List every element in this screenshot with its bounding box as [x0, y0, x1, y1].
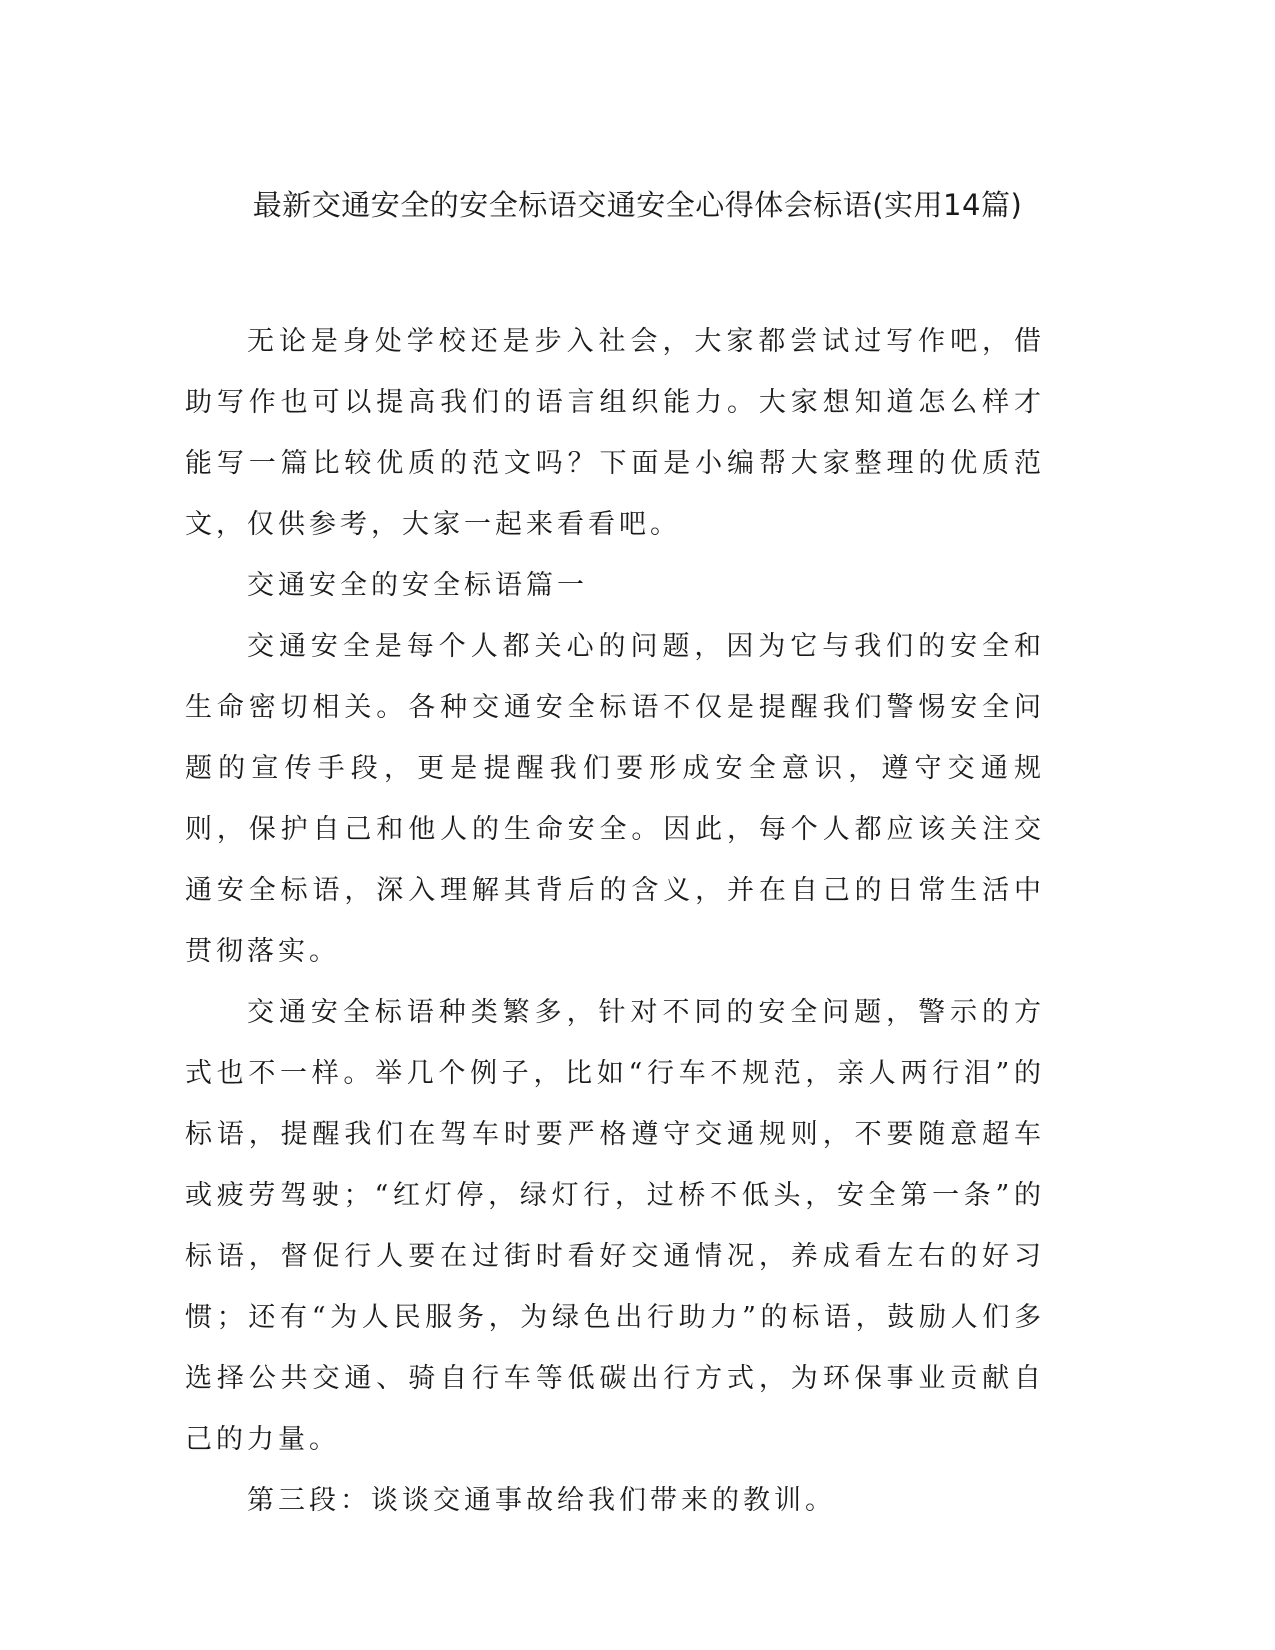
- body-paragraph: 交通安全标语种类繁多，针对不同的安全问题，警示的方式也不一样。举几个例子，比如“行车不规范，亲人两行泪”的标语，提醒我们在驾车时要严格遵守交通规则，不要随意超车或疲劳驾驶；“红灯停，绿灯行，过桥不低头，安全第一条”的标语，督促行人要在过街时看好交通情况，养成看左右的好习惯；还有“为人民服务，为绿色出行助力”的标语，鼓励人们多选择公共交通、骑自行车等低碳出行方式，为环保事业贡献自己的力量。: [185, 997, 1045, 1455]
- document-body: [185, 311, 1045, 1531]
- intro-paragraph: 无论是身处学校还是步入社会，大家都尝试过写作吧，借助写作也可以提高我们的语言组织能力。大家想知道怎么样才能写一篇比较优质的范文吗？下面是小编帮大家整理的优质范文，仅供参考，大家一起来看看吧。: [185, 326, 1045, 540]
- section-heading: 交通安全的安全标语篇一: [247, 570, 588, 601]
- body-paragraph: 交通安全是每个人都关心的问题，因为它与我们的安全和生命密切相关。各种交通安全标语不仅是提醒我们警惕安全问题的宣传手段，更是提醒我们要形成安全意识，遵守交通规则，保护自己和他人的生命安全。因此，每个人都应该关注交通安全标语，深入理解其背后的含义，并在自己的日常生活中贯彻落实。: [185, 631, 1045, 967]
- section-heading: 第三段：谈谈交通事故给我们带来的教训。: [247, 1485, 836, 1516]
- document-title: 最新交通安全的安全标语交通安全心得体会标语(实用14篇): [252, 188, 1023, 222]
